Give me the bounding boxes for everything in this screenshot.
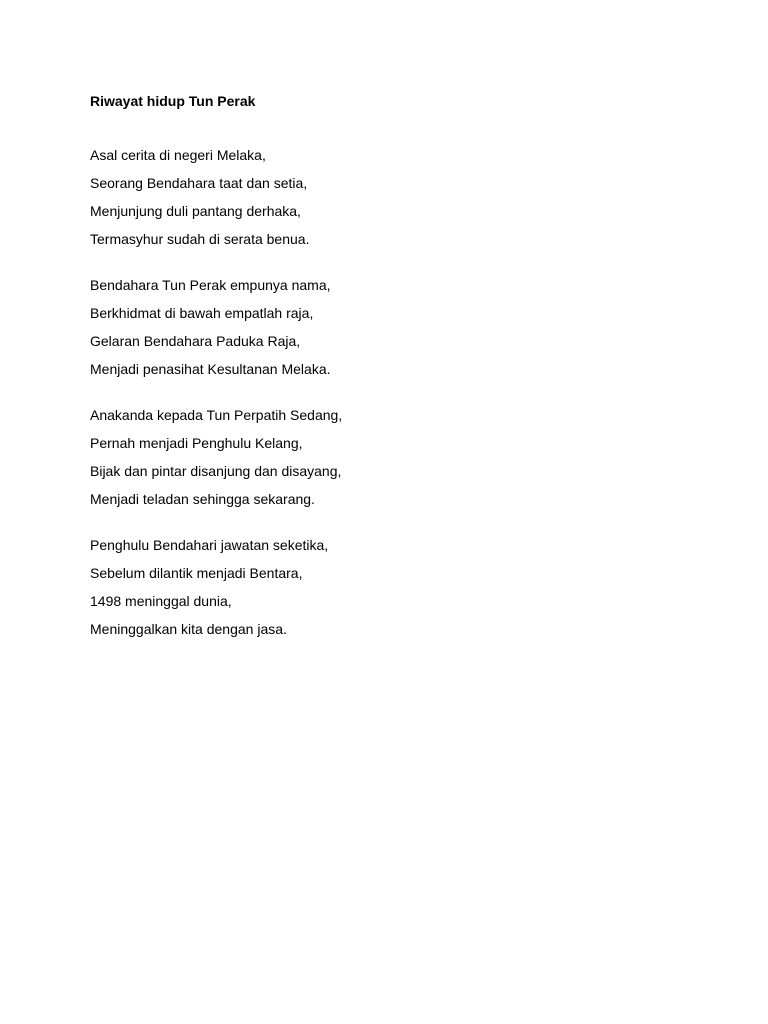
poem-line: Menjadi penasihat Kesultanan Melaka. <box>90 361 331 377</box>
stanza-2 <box>90 276 690 378</box>
poem-line: Pernah menjadi Penghulu Kelang, <box>90 435 303 451</box>
stanza-1 <box>90 146 690 248</box>
poem-line: Asal cerita di negeri Melaka, <box>90 147 266 163</box>
stanza-4 <box>90 536 690 638</box>
poem-line: Bendahara Tun Perak empunya nama, <box>90 277 331 293</box>
poem-line: Menjadi teladan sehingga sekarang. <box>90 491 315 507</box>
poem-line: Penghulu Bendahari jawatan seketika, <box>90 537 329 553</box>
poem-line: Seorang Bendahara taat dan setia, <box>90 175 308 191</box>
poem-line: 1498 meninggal dunia, <box>90 593 232 609</box>
poem-line: Gelaran Bendahara Paduka Raja, <box>90 333 301 349</box>
document-page <box>90 92 690 666</box>
poem-line: Anakanda kepada Tun Perpatih Sedang, <box>90 407 343 423</box>
stanza-3 <box>90 406 690 508</box>
poem-line: Meninggalkan kita dengan jasa. <box>90 621 287 637</box>
poem-line: Bijak dan pintar disanjung dan disayang, <box>90 463 342 479</box>
document-title: Riwayat hidup Tun Perak <box>90 93 256 109</box>
poem-line: Berkhidmat di bawah empatlah raja, <box>90 305 314 321</box>
poem-line: Termasyhur sudah di serata benua. <box>90 231 310 247</box>
poem-line: Menjunjung duli pantang derhaka, <box>90 203 301 219</box>
poem-line: Sebelum dilantik menjadi Bentara, <box>90 565 303 581</box>
